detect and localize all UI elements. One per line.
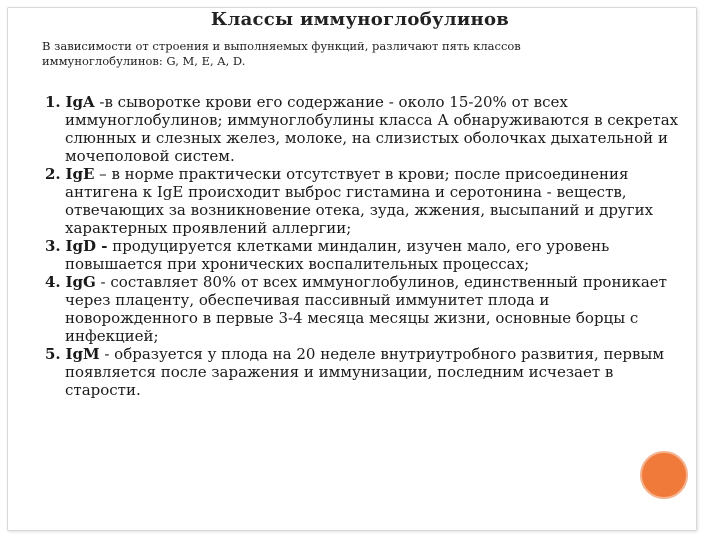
list-item: [45, 165, 685, 237]
item-number: 4.: [45, 273, 61, 291]
item-class-name: IgA: [65, 93, 95, 111]
item-class-name: IgD -: [65, 237, 108, 255]
intro-text: В зависимости от строения и выполняемых функций, различают пять классов иммуноглобулинов: G, M, E, A, D.: [42, 39, 521, 68]
item-class-name: IgE: [65, 165, 95, 183]
decorative-circle: [640, 451, 688, 499]
list-item: [45, 237, 685, 273]
item-description: продуцируется клетками миндалин, изучен мало, его уровень повышается при хронических воспалительных процессах;: [65, 237, 610, 273]
item-class-name: IgM: [65, 345, 100, 363]
list-item: [45, 273, 685, 345]
item-description: - образуется у плода на 20 неделе внутриутробного развития, первым появляется после заражения и иммунизации, последним исчезает в старости.: [65, 345, 665, 399]
item-description: – в норме практически отсутствует в крови; после присоединения антигена к IgE происходит выброс гистамина и серотонина - веществ, отвечающих за возникновение отека, зуда, жжения, высыпаний и других характерных проявлений аллергии;: [65, 165, 654, 237]
item-number: 5.: [45, 345, 61, 363]
item-number: 3.: [45, 237, 61, 255]
item-description: -в сыворотке крови его содержание - около 15-20% от всех иммуноглобулинов; иммуноглобулины класса А обнаруживаются в секретах слюнных и слезных желез, молоке, на слизистых оболочках дыхательной и мочеполовой систем.: [65, 93, 679, 165]
immunoglobulin-list: [45, 93, 685, 399]
list-item: [45, 345, 685, 399]
list-item: [45, 93, 685, 165]
slide-title: Классы иммуноглобулинов: [210, 9, 510, 30]
item-class-name: IgG: [65, 273, 96, 291]
item-number: 1.: [45, 93, 61, 111]
item-number: 2.: [45, 165, 61, 183]
item-description: - составляет 80% от всех иммуноглобулинов, единственный проникает через плаценту, обеспечивая пассивный иммунитет плода и новорожденного в первые 3-4 месяца месяцы жизни, основные борцы с инфекцией;: [65, 273, 667, 345]
